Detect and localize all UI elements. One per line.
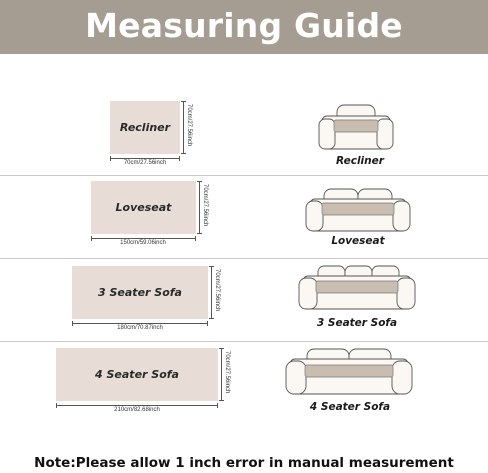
width-dimension-text: 150cm/59.06inch bbox=[120, 240, 166, 246]
title-banner bbox=[0, 0, 488, 54]
width-dimension-line bbox=[72, 323, 208, 324]
seat-pad-recliner bbox=[110, 101, 180, 154]
seat-pad-loveseat bbox=[91, 181, 196, 234]
loveseat-icon bbox=[303, 185, 413, 235]
three-seater-sofa-icon bbox=[296, 263, 418, 313]
section-divider bbox=[0, 341, 488, 342]
sofa-label: 3 Seater Sofa bbox=[316, 317, 398, 329]
seat-pad-label: Recliner bbox=[119, 121, 171, 134]
height-dimension-line bbox=[199, 181, 200, 234]
seat-pad-four-seater bbox=[56, 348, 218, 401]
seat-pad-label: Loveseat bbox=[115, 201, 172, 214]
four-seater-sofa-icon bbox=[283, 346, 415, 398]
sofa-label: Recliner bbox=[336, 155, 384, 167]
height-dimension-line bbox=[211, 266, 212, 319]
sofa-label: Loveseat bbox=[331, 235, 385, 247]
width-dimension-line bbox=[110, 158, 180, 159]
height-dimension-text: 70cm/27.56inch bbox=[224, 351, 230, 394]
measurement-note: Note:Please allow 1 inch error in manual measurement bbox=[34, 455, 454, 471]
width-dimension-text: 210cm/82.68inch bbox=[114, 407, 160, 413]
recliner-icon bbox=[316, 103, 396, 153]
seat-pad-label: 4 Seater Sofa bbox=[95, 368, 179, 381]
sofa-label: 4 Seater Sofa bbox=[309, 401, 391, 413]
section-divider bbox=[0, 175, 488, 176]
seat-pad-label: 3 Seater Sofa bbox=[98, 286, 182, 299]
height-dimension-text: 70cm/27.56inch bbox=[186, 104, 192, 147]
height-dimension-text: 70cm/27.56inch bbox=[214, 269, 220, 312]
section-divider bbox=[0, 258, 488, 259]
page-title: Measuring Guide bbox=[85, 6, 403, 45]
width-dimension-text: 180cm/70.87inch bbox=[117, 325, 163, 331]
height-dimension-text: 70cm/27.56inch bbox=[202, 184, 208, 227]
height-dimension-line bbox=[183, 101, 184, 154]
height-dimension-line bbox=[221, 348, 222, 401]
width-dimension-line bbox=[56, 405, 218, 406]
seat-pad-three-seater bbox=[72, 266, 208, 319]
width-dimension-line bbox=[91, 238, 196, 239]
width-dimension-text: 70cm/27.56inch bbox=[123, 160, 167, 166]
